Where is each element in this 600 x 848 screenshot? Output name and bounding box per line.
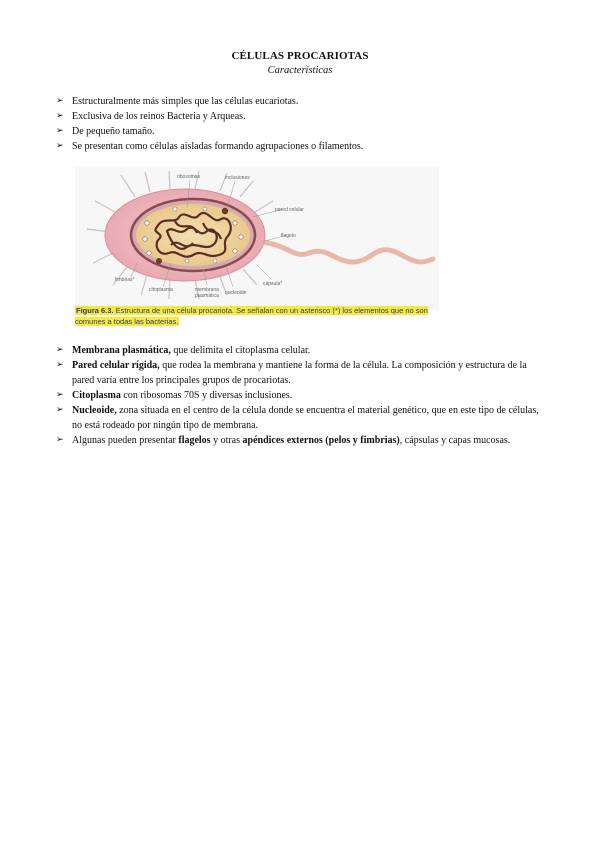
label-fimbrias: fimbrias* bbox=[115, 277, 135, 283]
features-bullet-list bbox=[56, 343, 546, 448]
cell-diagram-illustration bbox=[75, 167, 439, 310]
page-title: CÉLULAS PROCARIOTAS bbox=[231, 50, 369, 62]
arrow-bullet-icon: ➢ bbox=[56, 111, 64, 121]
arrow-bullet-icon: ➢ bbox=[56, 141, 64, 151]
label-inclusiones: inclusiones bbox=[225, 175, 250, 181]
arrow-bullet-icon: ➢ bbox=[56, 126, 64, 136]
arrow-bullet-icon: ➢ bbox=[56, 405, 64, 415]
label-ribosomas: ribosomas bbox=[177, 174, 201, 180]
list-item: ➢ Citoplasma con ribosomas 70S y diversas inclusiones. bbox=[56, 390, 293, 401]
list-item: ➢ Exclusiva de los reinos Bacteria y Arqueas. bbox=[56, 111, 246, 122]
figure-caption bbox=[75, 305, 445, 327]
label-pared-celular: pared celular bbox=[275, 207, 304, 213]
label-capsula: cápsula* bbox=[263, 281, 283, 287]
list-item: ➢ Algunas pueden presentar flagelos y otras apéndices externos (pelos y fimbrias), cápsulas y capas mucosas. bbox=[56, 435, 511, 446]
arrow-bullet-icon: ➢ bbox=[56, 435, 64, 445]
label-plasmatica: plasmática bbox=[195, 293, 219, 299]
cytoplasm bbox=[136, 204, 250, 266]
list-item: ➢ Nucleoide, zona situada en el centro de la célula donde se encuentra el material genético, que en este tipo de células, no está rodeado por ningún tipo de membrana. bbox=[56, 405, 539, 431]
intro-bullet-list bbox=[56, 94, 546, 154]
arrow-bullet-icon: ➢ bbox=[56, 96, 64, 106]
arrow-bullet-icon: ➢ bbox=[56, 345, 64, 355]
page-subtitle: Características bbox=[267, 65, 333, 76]
list-item: ➢ Estructuralmente más simples que las células eucariotas. bbox=[56, 96, 299, 107]
list-item: ➢ Se presentan como células aisladas formando agrupaciones o filamentos. bbox=[56, 141, 364, 152]
list-item: ➢ Pared celular rígida, que rodea la membrana y mantiene la forma de la célula. La composición y estructura de la pared varía entre los principales grupos de procariotas. bbox=[56, 360, 527, 386]
label-citoplasma: citoplasma bbox=[149, 287, 173, 293]
label-nucleoide: nucleoide bbox=[225, 290, 247, 296]
arrow-bullet-icon: ➢ bbox=[56, 390, 64, 400]
caption-text: Estructura de una célula procariota. Se señalan con un asterisco (*) los elementos que no son comunes a todas las bacterias. bbox=[75, 306, 428, 326]
label-membrana: membrana bbox=[195, 287, 219, 293]
list-item: ➢ Membrana plasmática, que delimita el citoplasma celular. bbox=[56, 345, 311, 356]
arrow-bullet-icon: ➢ bbox=[56, 360, 64, 370]
prokaryotic-cell-figure bbox=[75, 167, 439, 310]
label-flagelo: flagelo bbox=[281, 233, 296, 239]
caption-number: Figura 6.3. bbox=[76, 306, 114, 315]
list-item: ➢ De pequeño tamaño. bbox=[56, 126, 155, 137]
